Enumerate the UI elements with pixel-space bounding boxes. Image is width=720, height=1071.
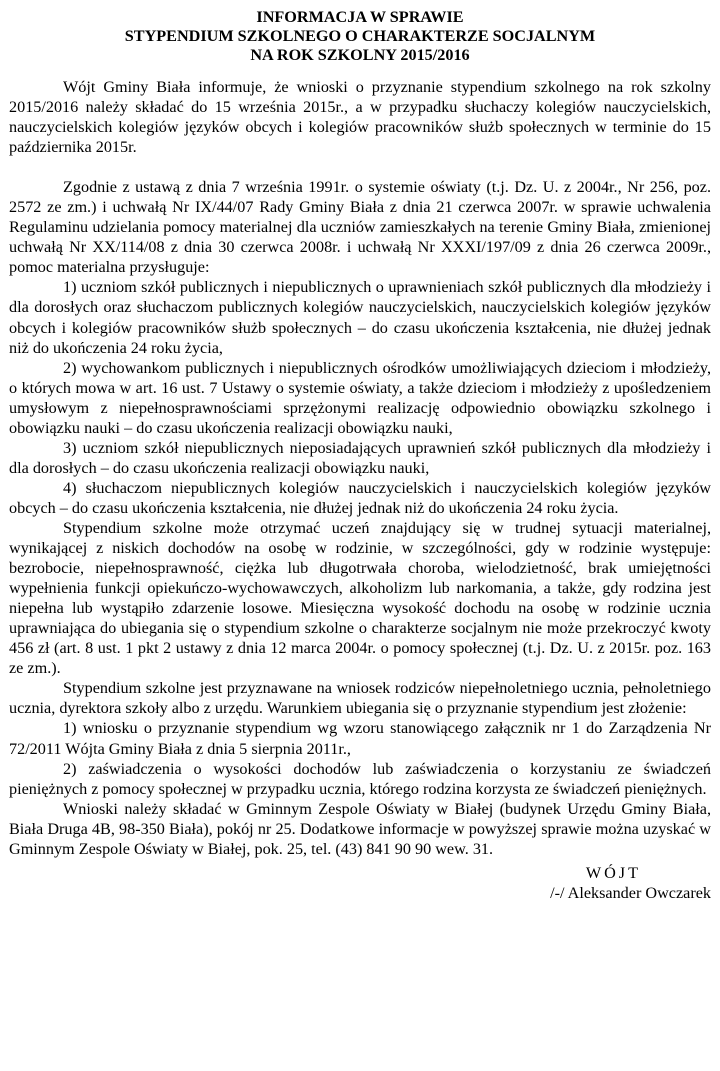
signature-name: /-/ Aleksander Owczarek	[550, 883, 711, 902]
title-line-1: INFORMACJA W SPRAWIE	[256, 8, 464, 26]
list-item-2: 2) wychowankom publicznych i niepublicznych ośrodków umożliwiających dzieciom i młodzieży, o których mowa w art. 16 ust. 7 Ustawy o systemie oświaty, a także dzieciom i młodzieży z upośledzeniem umysłowym z niepełnosprawnościami sprzężonymi realizację odpowiednio obowiązku szkolnego i obowiązku nauki – do czasu ukończenia realizacji obowiązku nauki,	[9, 358, 711, 437]
list-item-4: 4) słuchaczom niepublicznych kolegiów nauczycielskich i nauczycielskich kolegiów języków obcych – do czasu ukończenia kształcenia, nie dłużej jednak niż do ukończenia 24 roku życia.	[9, 478, 711, 517]
title-line-3: NA ROK SZKOLNY 2015/2016	[250, 46, 470, 64]
paragraph-intro: Wójt Gminy Biała informuje, że wnioski o przyznanie stypendium szkolnego na rok szkolny 2015/2016 należy składać do 15 września 2015r., a w przypadku słuchaczy kolegiów nauczycielskich, nauczycielskich kolegiów języków obcych i kolegiów pracowników służb społecznych w terminie do 15 października 2015r.	[9, 78, 711, 157]
signature-office: WÓJT	[585, 863, 641, 882]
list-item-1: 1) uczniom szkół publicznych i niepublicznych o uprawnieniach szkół publicznych dla młodzieży i dla dorosłych oraz słuchaczom publicznych kolegiów nauczycielskich, nauczycielskich kolegiów języków obcych i kolegiów pracowników służb społecznych – do czasu ukończenia kształcenia, nie dłużej jednak niż do ukończenia 24 roku życia,	[9, 278, 711, 357]
paragraph-eligibility: Stypendium szkolne może otrzymać uczeń znajdujący się w trudnej sytuacji materialnej, wynikającej z niskich dochodów na osobę w rodzinie, w szczególności, gdy w rodzinie występuje: bezrobocie, niepełnosprawność, ciężka lub długotrwała choroba, wielodzietność, brak umiejętności wypełnienia funkcji opiekuńczo-wychowawczych, alkoholizm lub narkomania, a także, gdy rodzina jest niepełna lub wystąpiło zdarzenie losowe. Miesięczna wysokość dochodu na osobę w rodzinie ucznia uprawniająca do ubiegania się o stypendium szkolne o charakterze socjalnym nie może przekroczyć kwoty 456 zł (art. 8 ust. 1 pkt 2 ustawy z dnia 12 marca 2004r. o pomocy społecznej (t.j. Dz. U. z 2015r. poz. 163 ze zm.).	[9, 518, 711, 678]
paragraph-gap	[9, 157, 711, 177]
title-line-2: STYPENDIUM SZKOLNEGO O CHARAKTERZE SOCJALNYM	[124, 27, 596, 45]
paragraph-application: Stypendium szkolne jest przyznawane na wniosek rodziców niepełnoletniego ucznia, pełnoletniego ucznia, dyrektora szkoły albo z urzędu. Warunkiem ubiegania się o przyznanie stypendium jest złożenie:	[9, 679, 711, 718]
document-page	[9, 8, 711, 903]
list-item-3: 3) uczniom szkół niepublicznych nieposiadających uprawnień szkół publicznych dla młodzieży i dla dorosłych – do czasu ukończenia realizacji obowiązku nauki,	[9, 438, 711, 477]
document-title	[9, 8, 711, 65]
paragraph-legal-basis: Zgodnie z ustawą z dnia 7 września 1991r. o systemie oświaty (t.j. Dz. U. z 2004r., Nr 256, poz. 2572 ze zm.) i uchwałą Nr IX/44/07 Rady Gminy Biała z dnia 21 czerwca 2007r. w sprawie uchwalenia Regulaminu udzielania pomocy materialnej dla uczniów zamieszkałych na terenie Gminy Biała, zmienionej uchwałą Nr XX/114/08 z dnia 30 czerwca 2008r. i uchwałą Nr XXXI/197/09 z dnia 26 czerwca 2009r., pomoc materialna przysługuje:	[9, 178, 711, 277]
requirement-item-1: 1) wniosku o przyznanie stypendium wg wzoru stanowiącego załącznik nr 1 do Zarządzenia Nr 72/2011 Wójta Gminy Biała z dnia 5 sierpnia 2011r.,	[9, 719, 711, 758]
paragraph-contact: Wnioski należy składać w Gminnym Zespole Oświaty w Białej (budynek Urzędu Gminy Biała, Biała Druga 4B, 98-350 Biała), pokój nr 25. Dodatkowe informacje w powyższej sprawie można uzyskać w Gminnym Zespole Oświaty w Białej, pok. 25, tel. (43) 841 90 90 wew. 31.	[9, 799, 711, 858]
signature-block	[9, 863, 711, 903]
requirement-item-2: 2) zaświadczenia o wysokości dochodów lub zaświadczenia o korzystaniu ze świadczeń pieniężnych z pomocy społecznej w przypadku ucznia, którego rodzina korzysta ze świadczeń pieniężnych.	[9, 759, 711, 798]
